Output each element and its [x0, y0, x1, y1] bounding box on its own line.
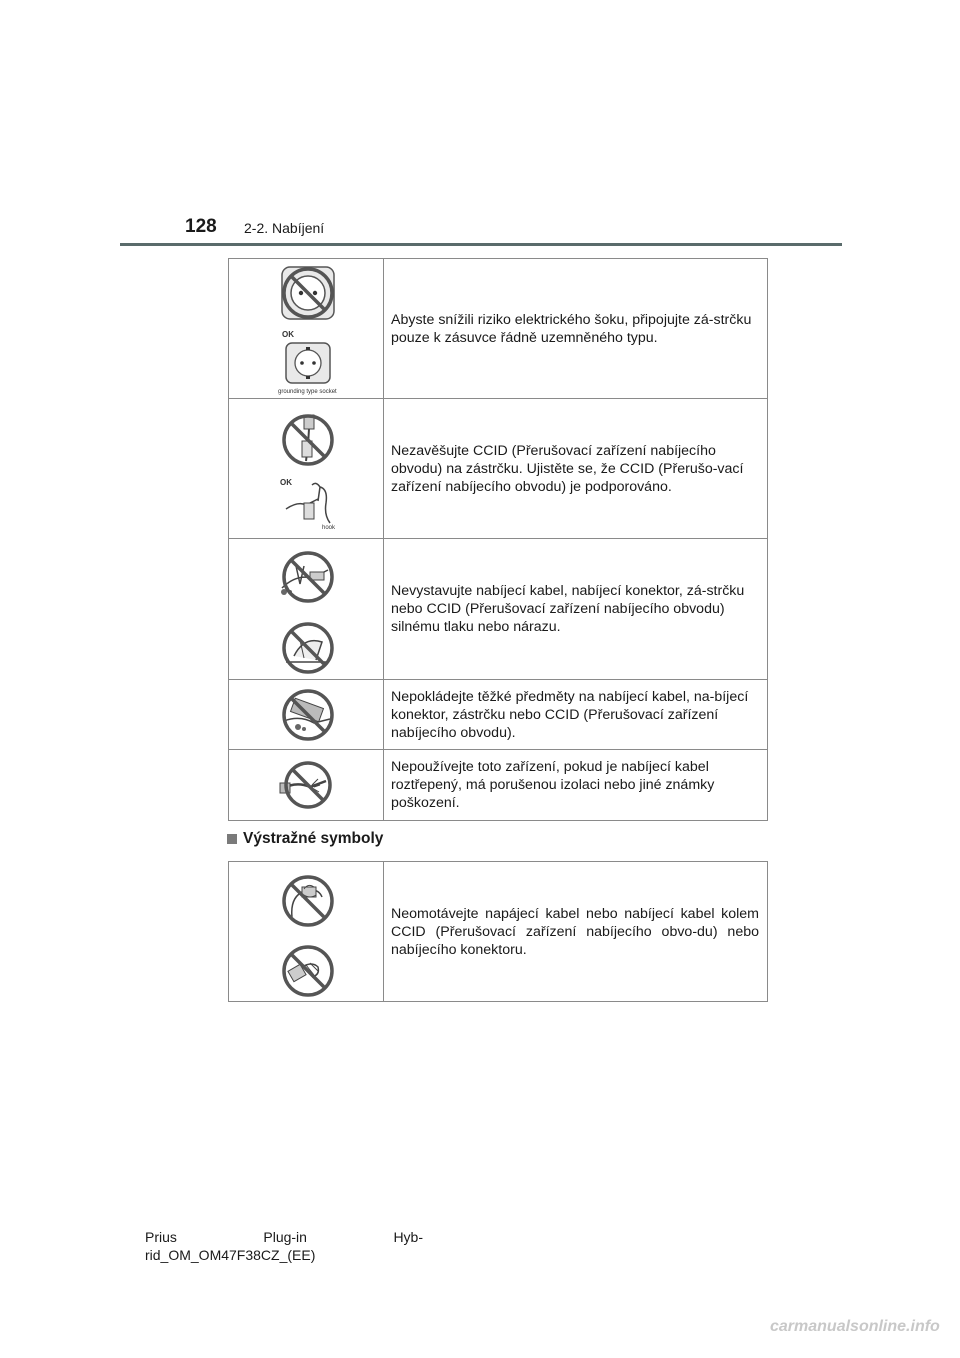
section-title: 2-2. Nabíjení	[244, 220, 325, 236]
page-number: 128	[185, 216, 217, 237]
hanging-ccid-icon	[256, 405, 356, 533]
ok-label: OK	[282, 329, 294, 339]
table-row	[229, 539, 768, 680]
header-rule	[120, 243, 842, 246]
watermark: carmanualsonline.info	[770, 1318, 940, 1335]
footer-variant: Plug-in	[263, 1229, 307, 1245]
icon-cell	[229, 750, 384, 821]
subheading	[227, 830, 383, 848]
icon-cell	[229, 539, 384, 680]
table-row	[229, 750, 768, 821]
footer-model: Prius	[145, 1229, 177, 1245]
grounding-socket-icon	[256, 263, 356, 395]
table-row	[229, 680, 768, 750]
subheading-text: Výstražné symboly	[243, 830, 384, 847]
footer-line-2: rid_OM_OM47F38CZ_(EE)	[145, 1247, 316, 1263]
table-row	[229, 862, 768, 1002]
impact-pressure-icon	[256, 544, 356, 674]
icon-cell	[229, 399, 384, 539]
warning-symbols-table	[228, 861, 768, 1002]
footer-type: Hyb-	[393, 1229, 423, 1245]
warning-text: Neomotávejte napájecí kabel nebo nabíjecí kabel kolem CCID (Přerušovací zařízení nabíjecího obvo-du) nebo nabíjecího konektoru.	[384, 862, 768, 1002]
grounding-caption: grounding type socket	[278, 388, 337, 395]
warning-text: Nepokládejte těžké předměty na nabíjecí kabel, na-bíjecí konektor, zástrčku nebo CCID (Přerušovací zařízení nabíjecího obvodu).	[384, 680, 768, 750]
hook-caption: hook	[322, 524, 336, 531]
warning-text: Nepoužívejte toto zařízení, pokud je nabíjecí kabel roztřepený, má porušenou izolaci nebo jiné známky poškození.	[384, 750, 768, 821]
footer-line-1	[145, 1228, 423, 1246]
warning-text: Abyste snížili riziko elektrického šoku, připojujte zá-strčku pouze k zásuvce řádně uzemněného typu.	[384, 259, 768, 399]
square-bullet-icon	[227, 834, 237, 844]
heavy-object-icon	[256, 685, 356, 745]
icon-cell	[229, 259, 384, 399]
table-row	[229, 259, 768, 399]
warning-text: Nezavěšujte CCID (Přerušovací zařízení nabíjecího obvodu) na zástrčku. Ujistěte se, že CCID (Přerušo-vací zařízení nabíjecího obvodu) je podporováno.	[384, 399, 768, 539]
damaged-cable-icon	[256, 755, 356, 815]
icon-cell	[229, 680, 384, 750]
table-row	[229, 399, 768, 539]
footer	[145, 1228, 435, 1264]
icon-cell	[229, 862, 384, 1002]
warning-text: Nevystavujte nabíjecí kabel, nabíjecí konektor, zá-strčku nebo CCID (Přerušovací zařízení nabíjecího obvodu) silnému tlaku nebo nárazu.	[384, 539, 768, 680]
wrap-cable-icon	[256, 867, 356, 997]
ok-label: OK	[280, 477, 292, 487]
warning-table	[228, 258, 768, 821]
